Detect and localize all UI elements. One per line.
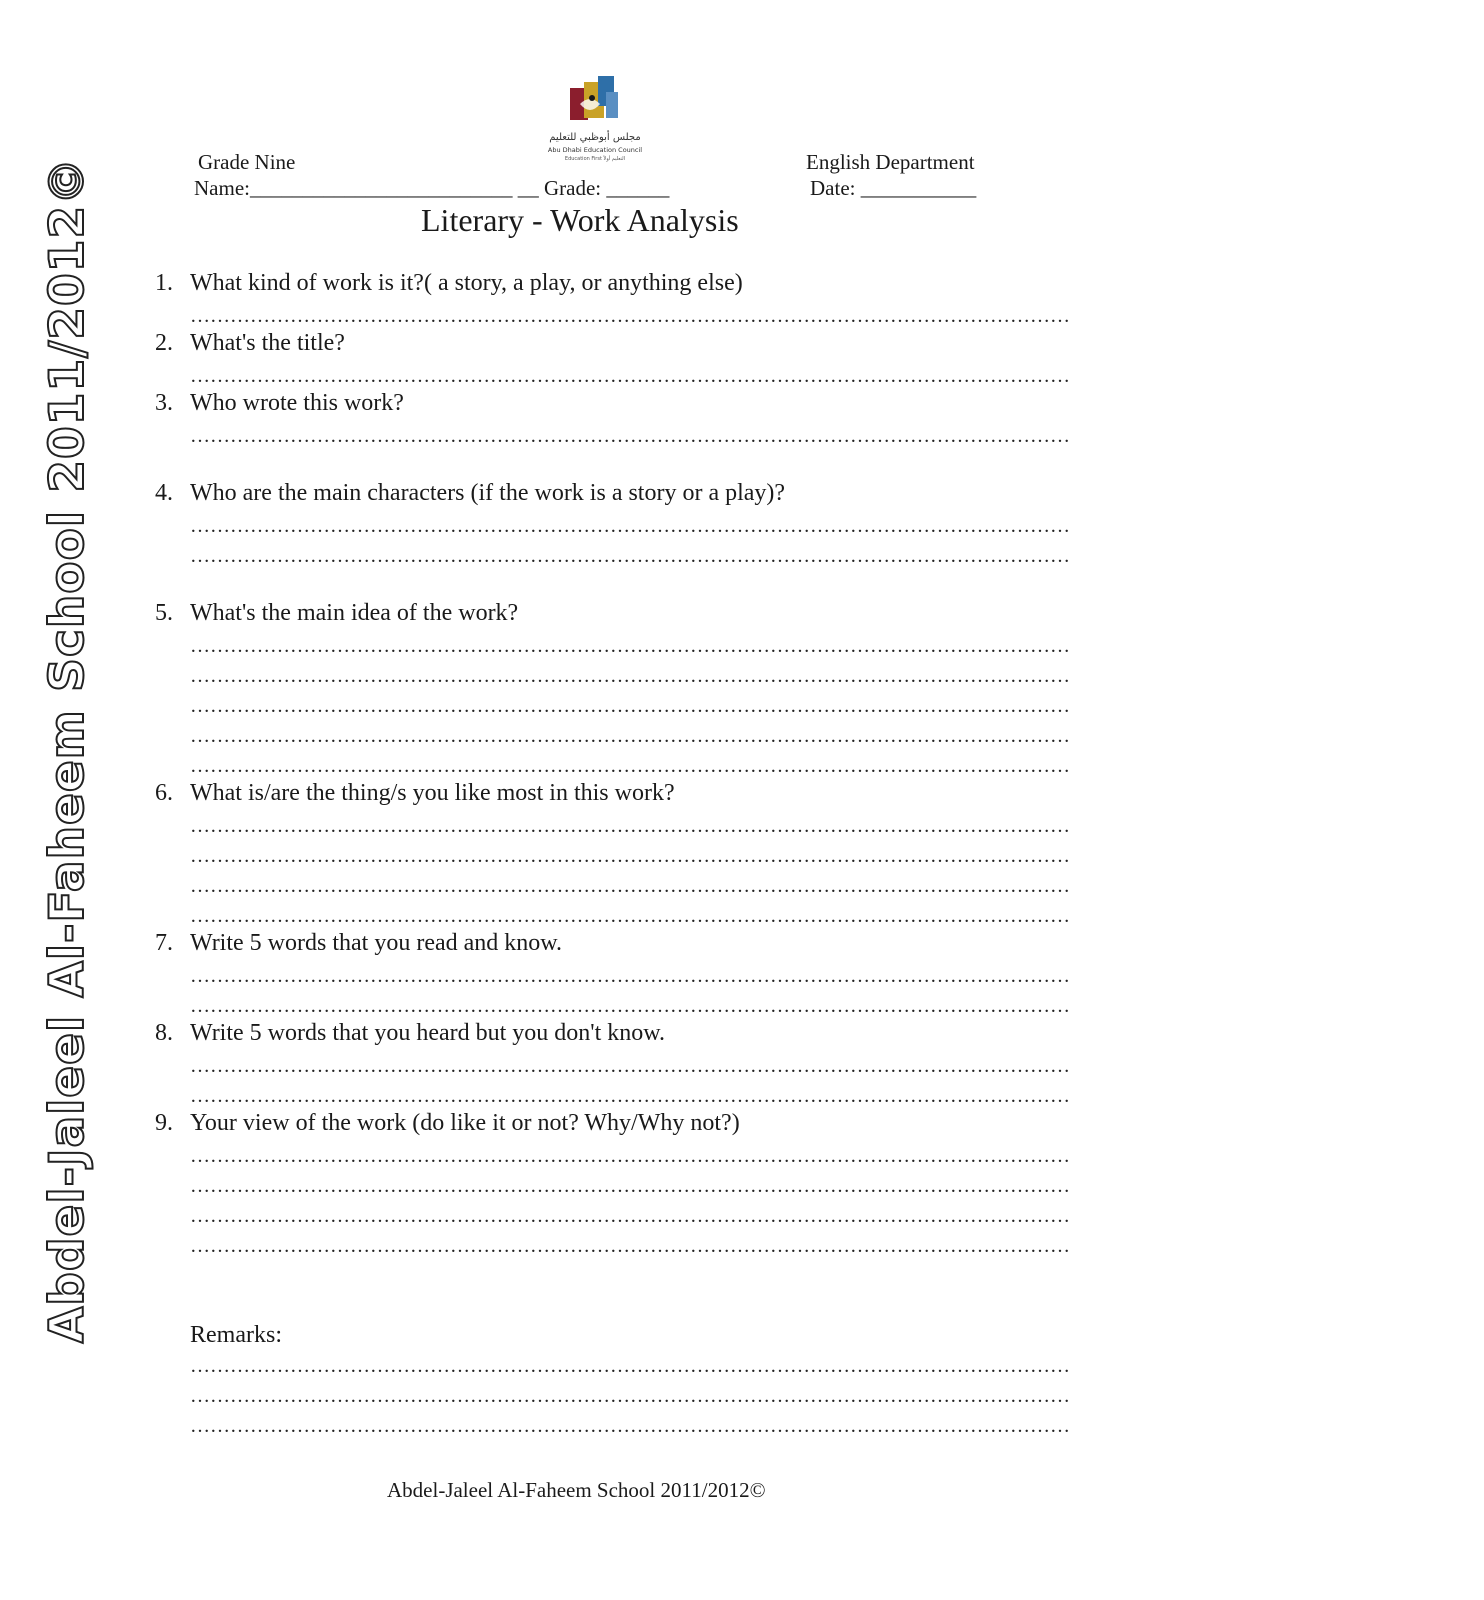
grade-label: Grade Nine [198,150,296,174]
answer-line[interactable]: …………………………………………………………………………………………………………………… [190,1085,1070,1107]
question-number: 1. [155,270,173,296]
question-text: Who wrote this work? [190,390,404,416]
answer-line[interactable]: …………………………………………………………………………………………………………………… [190,725,1070,747]
side-watermark-text: Abdel-Jaleel Al-Faheem School 2011/2012© [40,156,95,1344]
answer-line[interactable]: …………………………………………………………………………………………………………………… [190,875,1070,897]
answer-line[interactable]: …………………………………………………………………………………………………………………… [190,1415,1070,1437]
adec-logo-icon [540,68,650,130]
question-text: What kind of work is it?( a story, a play, or anything else) [190,270,743,296]
answer-line[interactable]: …………………………………………………………………………………………………………………… [190,1055,1070,1077]
question-text: What's the title? [190,330,345,356]
question-number: 8. [155,1020,173,1046]
adec-logo [540,68,650,166]
answer-line[interactable]: …………………………………………………………………………………………………………………… [190,1355,1070,1377]
answer-line[interactable]: …………………………………………………………………………………………………………………… [190,1175,1070,1197]
question-number: 5. [155,600,173,626]
answer-line[interactable]: …………………………………………………………………………………………………………………… [190,545,1070,567]
answer-line[interactable]: …………………………………………………………………………………………………………………… [190,995,1070,1017]
answer-line[interactable]: …………………………………………………………………………………………………………………… [190,665,1070,687]
question-text: Your view of the work (do like it or not? Why/Why not?) [190,1110,740,1136]
answer-line[interactable]: …………………………………………………………………………………………………………………… [190,905,1070,927]
question-number: 6. [155,780,173,806]
question-text: Write 5 words that you read and know. [190,930,563,956]
answer-line[interactable]: …………………………………………………………………………………………………………………… [190,635,1070,657]
question-text: What is/are the thing/s you like most in this work? [190,780,675,806]
answer-line[interactable]: …………………………………………………………………………………………………………………… [190,305,1070,327]
question-number: 4. [155,480,173,506]
logo-sub-text: Education First التعليم أولاً [564,156,626,162]
department-label: English Department [806,150,975,174]
question-number: 9. [155,1110,173,1136]
logo-english-text: Abu Dhabi Education Council [547,146,643,154]
answer-line[interactable]: …………………………………………………………………………………………………………………… [190,815,1070,837]
name-grade-field[interactable]: Name:_________________________ __ Grade: ______ [194,176,670,200]
answer-line[interactable]: …………………………………………………………………………………………………………………… [190,1145,1070,1167]
date-field[interactable]: Date: ___________ [810,176,977,200]
logo-arabic-text: مجلس أبوظبي للتعليم [549,132,641,143]
answer-line[interactable]: …………………………………………………………………………………………………………………… [190,755,1070,777]
page-footer: Abdel-Jaleel Al-Faheem School 2011/2012© [387,1478,766,1502]
answer-line[interactable]: …………………………………………………………………………………………………………………… [190,365,1070,387]
question-text: What's the main idea of the work? [190,600,519,626]
answer-line[interactable]: …………………………………………………………………………………………………………………… [190,1235,1070,1257]
answer-line[interactable]: …………………………………………………………………………………………………………………… [190,425,1070,447]
answer-line[interactable]: …………………………………………………………………………………………………………………… [190,1205,1070,1227]
question-text: Who are the main characters (if the work is a story or a play)? [190,480,786,506]
answer-line[interactable]: …………………………………………………………………………………………………………………… [190,515,1070,537]
question-number: 2. [155,330,173,356]
question-text: Write 5 words that you heard but you don't know. [190,1020,666,1046]
answer-line[interactable]: …………………………………………………………………………………………………………………… [190,965,1070,987]
page-title: Literary - Work Analysis [421,202,739,238]
remarks-label: Remarks: [190,1322,282,1348]
question-number: 7. [155,930,173,956]
answer-line[interactable]: …………………………………………………………………………………………………………………… [190,1385,1070,1407]
answer-line[interactable]: …………………………………………………………………………………………………………………… [190,695,1070,717]
answer-line[interactable]: …………………………………………………………………………………………………………………… [190,845,1070,867]
question-number: 3. [155,390,173,416]
